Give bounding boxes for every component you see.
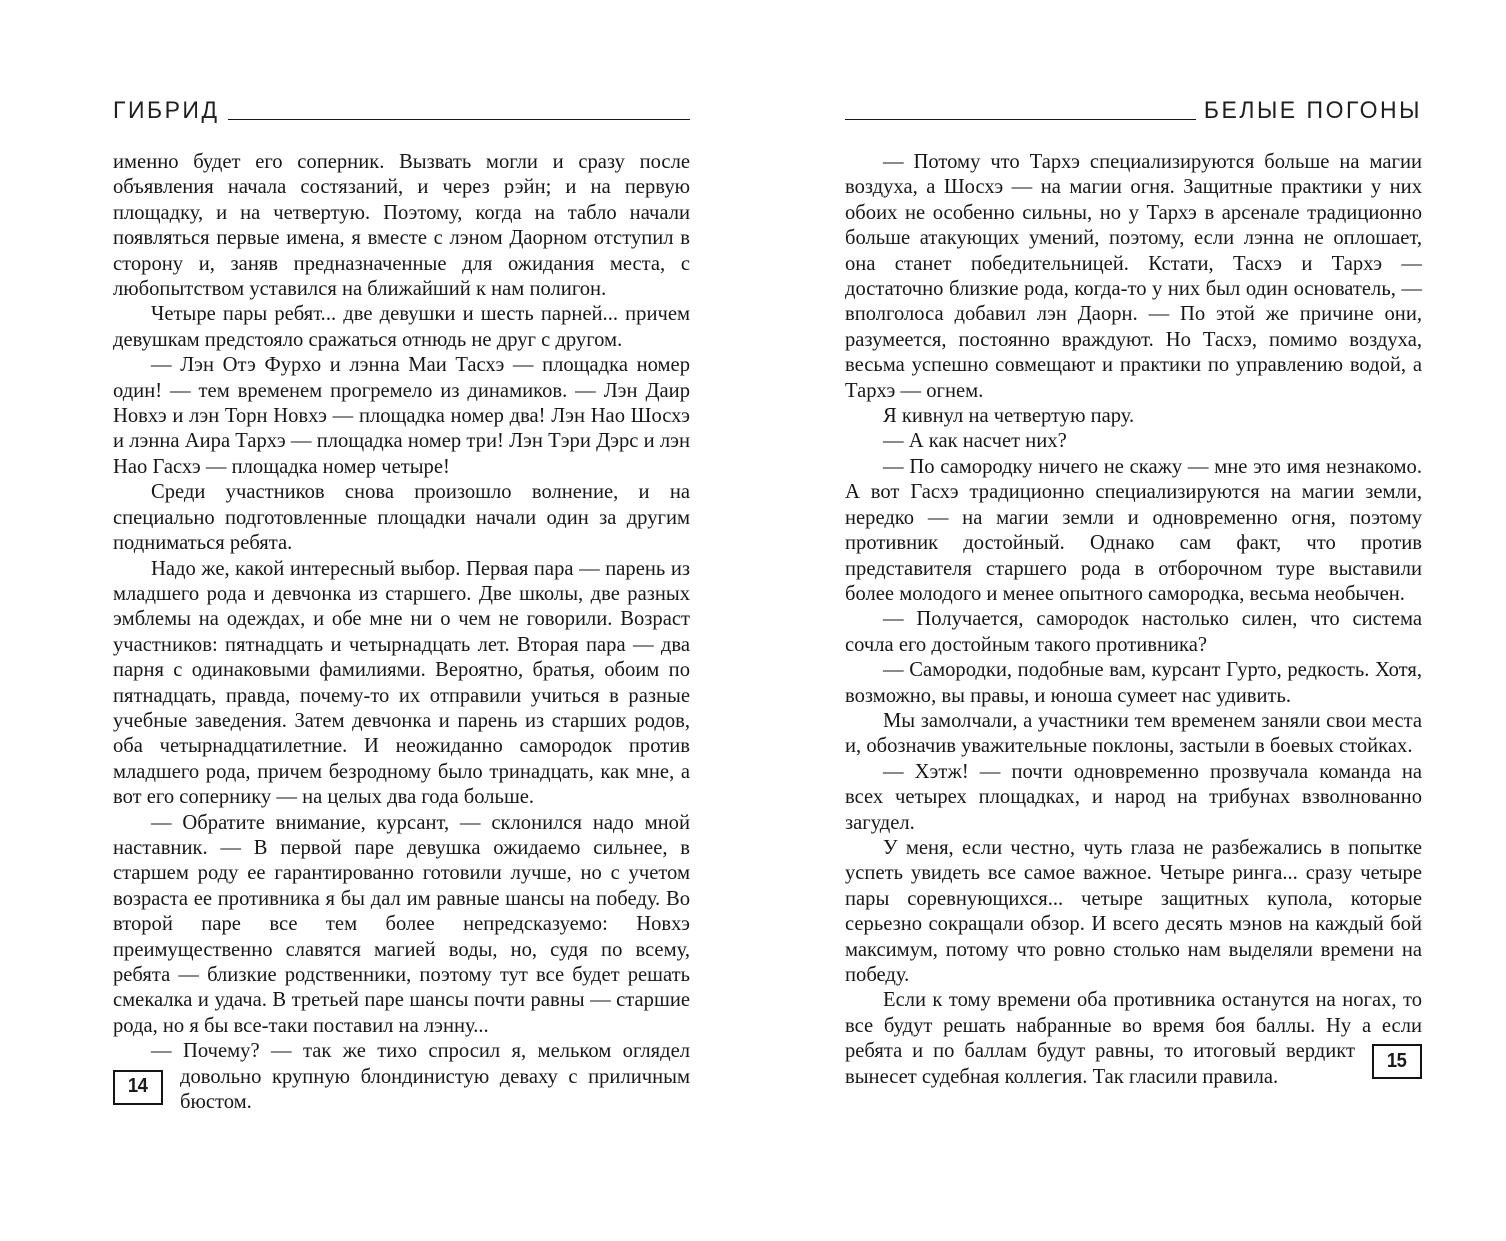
paragraph: — Хэтж! — почти одновременно прозвучала команда на всех четырех площадках, и народ на трибунах взволнованно загудел. (845, 760, 1422, 834)
page-right (845, 98, 1422, 1090)
paragraph-text: довольно крупную блондинистую деваху с приличным бюстом. (180, 1065, 690, 1114)
paragraph: Мы замолчали, а участники тем временем заняли свои места и, обозначив уважительные поклоны, застыли в боевых стойках. (845, 709, 1422, 758)
paragraph: — Самородки, подобные вам, курсант Гурто, редкость. Хотя, возможно, вы правы, и юноша сумеет нас удивить. (845, 659, 1422, 707)
paragraph: — А как насчет них? (883, 430, 1067, 453)
paragraph: Среди участников снова произошло волнение, и на специально подготовленные площадки начали один за другим подниматься ребята. (113, 481, 690, 555)
paragraph-text: — Почему? — так же тихо спросил я, мельком оглядел (151, 1040, 690, 1063)
page-left-body (113, 150, 690, 1115)
page-number: 14 (128, 1075, 148, 1098)
paragraph: Четыре пары ребят... две девушки и шесть парней... причем девушкам предстояло сражаться отнюдь не друг с другом. (113, 303, 690, 351)
paragraph: — Потому что Тархэ специализируются больше на магии воздуха, а Шосхэ — на магии огня. Защитные практики у них обоих не особенно сильны, но у Тархэ в арсенале традиционно больше атакующих умений, поэтому, если лэнна не оплошает, она станет победительницей. Кстати, Тасхэ и Тархэ — достаточно близкие рода, когда-то у них был один основатель, — вполголоса добавил лэн Даорн. — По этой же причине они, разумеется, постоянно враждуют. Но Тасхэ, помимо воздуха, весьма успешно совмещают и практики по управлению водой, а Тархэ — огнем. (845, 151, 1422, 402)
paragraph: Я кивнул на четвертую пару. (883, 405, 1135, 428)
paragraph: именно будет его соперник. Вызвать могли и сразу после объявления начала состязаний, и через рэйн; и на первую площадку, и на четвертую. Поэтому, когда на табло начали появляться первые имена, я вместе с лэном Даорном отступил в сторону и, заняв предназначенные для ожидания места, с любопытством уставился на ближайший к нам полигон. (113, 151, 690, 301)
paragraph: — Обратите внимание, курсант, — склонился надо мной наставник. — В первой паре девушка ожидаемо сильнее, в старшем роду ее гарантированно готовили лучше, но с учетом возраста ее противника я бы дал им равные шансы на победу. Во второй паре все тем более непредсказуемо: Новхэ преимущественно славятся магией воды, но, судя по всему, ребята — близкие родственники, поэтому тут все будет решать смекалка и удача. В третьей паре шансы почти равны — старшие рода, но я бы все-таки поставил на лэнну... (113, 811, 690, 1037)
running-head-title-right: БЕЛЫЕ ПОГОНЫ (1203, 96, 1422, 124)
page-left (113, 98, 690, 1115)
page-right-body (845, 150, 1422, 1090)
running-head-right (845, 98, 1422, 122)
running-head-rule-left (228, 119, 690, 120)
paragraph-text: ребята и по баллам будут равны, то итоговый вердикт вынесет судебная коллегия. Так гласили правила. (845, 1040, 1355, 1088)
running-head-rule-right (845, 119, 1196, 120)
paragraph (113, 1039, 690, 1115)
paragraph: — По самородку ничего не скажу — мне это имя незнакомо. А вот Гасхэ традиционно специализируются на магии земли, нередко — на магии земли и одновременно огня, поэтому противник достойный. Однако сам факт, что против представителя старшего рода в отборочном туре выставили более молодого и менее опытного самородка, весьма необычен. (845, 455, 1422, 605)
paragraph: — Лэн Отэ Фурхо и лэнна Маи Тасхэ — площадка номер один! — тем временем прогремело из динамиков. — Лэн Даир Новхэ и лэн Торн Новхэ — площадка номер два! Лэн Нао Шосхэ и лэнна Аира Тархэ — площадка номер три! Лэн Тэри Дэрс и лэн Нао Гасхэ — площадка номер четыре! (113, 354, 690, 478)
paragraph (845, 988, 1422, 1090)
page-number: 15 (1387, 1050, 1407, 1073)
page-number-box-right (1372, 1044, 1422, 1079)
paragraph: — Получается, самородок настолько силен, что система сочла его достойным такого противника? (845, 608, 1422, 656)
page-number-box-left (113, 1070, 163, 1105)
paragraph: У меня, если честно, чуть глаза не разбежались в попытке успеть увидеть все самое важное. Четыре ринга... сразу четыре пары соревнующихся... четыре защитных купола, которые серьезно сокращали обзор. И всего десять мэнов на каждый бой максимум, потому что ровно столько нам выделяли времени на победу. (845, 836, 1422, 986)
running-head-title-left: ГИБРИД (113, 96, 220, 124)
running-head-left (113, 98, 690, 122)
paragraph-text: Если к тому времени оба противника останутся на ногах, то все будут решать набранные во время боя баллы. Ну а если (845, 989, 1422, 1037)
paragraph: Надо же, какой интересный выбор. Первая пара — парень из младшего рода и девчонка из старшего. Две школы, две разных эмблемы на одеждах, и обе мне ни о чем не говорили. Возраст участников: пятнадцать и четырнадцать лет. Вторая пара — два парня с одинаковыми фамилиями. Вероятно, братья, обоим по пятнадцать, правда, почему-то их отправили учиться в разные учебные заведения. Затем девчонка и парень из старших родов, оба четырнадцатилетние. И неожиданно самородок против младшего рода, причем безродному было тринадцать, как мне, а вот его сопернику — на целых два года больше. (113, 557, 690, 809)
